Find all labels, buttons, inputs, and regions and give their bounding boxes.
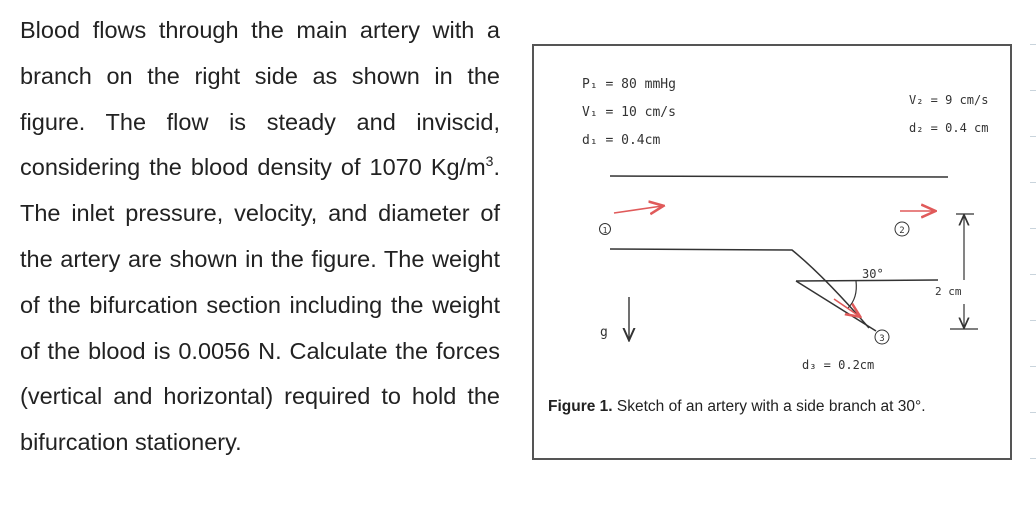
outlet2-velocity-label: V₂ = 9 cm/s <box>909 93 989 107</box>
inlet-diameter-label: d₁ = 0.4cm <box>582 133 661 148</box>
margin-tick <box>1030 182 1036 183</box>
figure-caption <box>548 398 926 416</box>
artery-sketch <box>534 46 1010 386</box>
artery-lower-wall <box>610 249 869 328</box>
figure-caption-label: Figure 1. <box>548 398 613 415</box>
branch-lower-edge <box>796 281 876 331</box>
outlet2-diameter-label: d₂ = 0.4 cm <box>909 121 989 135</box>
artery-upper-wall <box>610 176 948 177</box>
density-unit-exponent: 3 <box>485 152 494 169</box>
figure-box <box>532 44 1012 460</box>
problem-statement <box>20 8 500 466</box>
margin-tick <box>1030 366 1036 367</box>
margin-tick <box>1030 136 1036 137</box>
inlet-pressure-label: P₁ = 80 mmHg <box>582 77 676 92</box>
problem-text-part-2: . The inlet pressure, velocity, and diameter of the artery are shown in the figure. The weight of the bifurcation section including the weight of the blood is 0.0056 N. Calculate the forces (vertical and horizontal) required to hold the bifurcation stationery. <box>20 154 500 456</box>
margin-tick <box>1030 90 1036 91</box>
branch-angle-label: 30° <box>862 267 884 281</box>
margin-tick <box>1030 320 1036 321</box>
station-2-label: 2 <box>899 226 905 236</box>
gravity-label: g <box>600 325 608 340</box>
station-1-label: 1 <box>602 226 608 235</box>
inlet-flow-arrow <box>614 206 662 213</box>
branch-angle-arc <box>848 281 856 308</box>
margin-tick <box>1030 44 1036 45</box>
margin-tick <box>1030 412 1036 413</box>
height-label: 2 cm <box>935 285 962 298</box>
inlet-velocity-label: V₁ = 10 cm/s <box>582 105 676 120</box>
station-3-label: 3 <box>879 334 885 344</box>
branch-diameter-label: d₃ = 0.2cm <box>802 358 875 372</box>
figure-caption-text: Sketch of an artery with a side branch at 30°. <box>612 398 926 415</box>
margin-tick <box>1030 274 1036 275</box>
problem-text-part-1: Blood flows through the main artery with a branch on the right side as shown in the figure. The flow is steady and inviscid, considering the blood density of 1070 Kg/m <box>20 17 500 181</box>
margin-tick <box>1030 458 1036 459</box>
margin-tick <box>1030 228 1036 229</box>
